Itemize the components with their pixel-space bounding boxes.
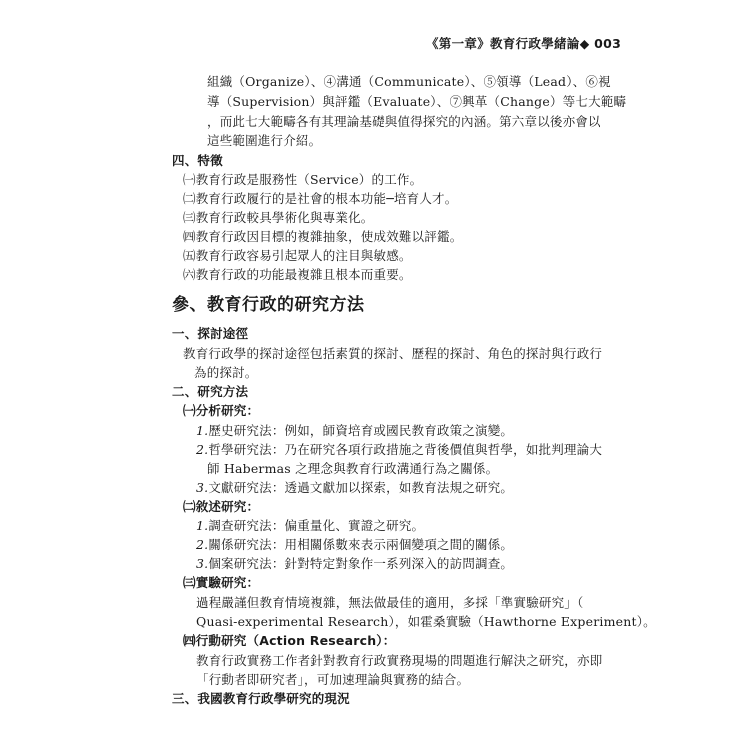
method-item: 3.個案研究法：針對特定對象作一系列深入的訪問調查。: [196, 556, 514, 571]
approach-line-1: 教育行政學的探討途徑包括素質的探討、歷程的探討、角色的探討與行政行: [183, 346, 603, 361]
intro-line-3: ，而此七大範疇各有其理論基礎與值得探究的內涵。第六章以後亦會以: [207, 114, 601, 129]
method-item: 1.歷史研究法：例如，師資培育或國民教育政策之演變。: [196, 423, 514, 438]
intro-line-4: 這些範圍進行介紹。: [207, 133, 322, 148]
method-item-continuation: 師 Habermas 之理念與教育行政溝通行為之關係。: [207, 461, 499, 476]
subheading-descriptive: ㈡敘述研究：: [183, 499, 260, 514]
part-title: 參、教育行政的研究方法: [172, 295, 365, 315]
feature-item: ㈡教育行政履行的是社會的根本功能─培育人才。: [183, 191, 458, 206]
feature-item: ㈥教育行政的功能最複雜且根本而重要。: [183, 267, 412, 282]
intro-line-2: 導（Supervision）與評鑑（Evaluate）、⑦興革（Change）等七大範疇: [207, 94, 627, 109]
subheading-action-research: ㈣行動研究（Action Research）：: [183, 633, 396, 648]
section-heading-approach: 一、探討途徑: [172, 326, 249, 341]
section-heading-current-status: 三、我國教育行政學研究的現況: [172, 691, 350, 706]
feature-item: ㈢教育行政較具學術化與專業化。: [183, 210, 374, 225]
running-header: 《第一章》教育行政學緒論◆ 003: [426, 36, 622, 51]
method-item: 2.哲學研究法：乃在研究各項行政措施之背後價值與哲學，如批判理論大: [196, 442, 603, 457]
intro-line-1: 組織（Organize）、④溝通（Communicate）、⑤領導（Lead）、⑥視: [207, 74, 611, 89]
experimental-line-1: 過程嚴謹但教育情境複雜，無法做最佳的適用，多採「準實驗研究」（: [196, 595, 584, 610]
experimental-line-2: Quasi-experimental Research），如霍桑實驗（Hawthorne Experiment）。: [196, 614, 656, 629]
action-research-line-2: 「行動者即研究者」，可加速理論與實務的結合。: [196, 672, 470, 687]
method-item: 3.文獻研究法：透過文獻加以探索，如教育法規之研究。: [196, 480, 514, 495]
subheading-analysis: ㈠分析研究：: [183, 403, 260, 418]
feature-item: ㈣教育行政因目標的複雜抽象，使成效難以評鑑。: [183, 229, 463, 244]
method-item: 1.調查研究法：偏重量化、實證之研究。: [196, 518, 425, 533]
section-heading-methods: 二、研究方法: [172, 384, 249, 399]
section-heading-features: 四、特徵: [172, 153, 223, 168]
feature-item: ㈤教育行政容易引起眾人的注目與敏感。: [183, 248, 412, 263]
method-item: 2.關係研究法：用相關係數來表示兩個變項之間的關係。: [196, 537, 514, 552]
approach-line-2: 為的探討。: [194, 365, 258, 380]
subheading-experimental: ㈢實驗研究：: [183, 575, 260, 590]
feature-item: ㈠教育行政是服務性（Service）的工作。: [183, 172, 423, 187]
action-research-line-1: 教育行政實務工作者針對教育行政實務現場的問題進行解決之研究，亦即: [196, 653, 603, 668]
